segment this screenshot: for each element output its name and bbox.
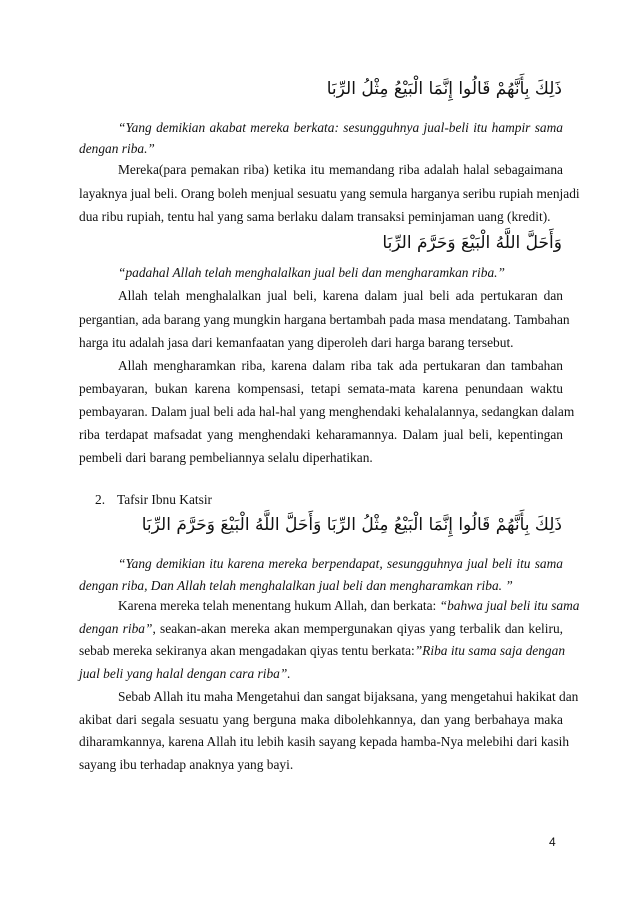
translation-line: dengan riba.”	[79, 141, 155, 156]
paragraph-line: Mereka(para pemakan riba) ketika itu memandang riba adalah halal sebagaimana	[118, 162, 563, 177]
translation-line: “Yang demikian akabat mereka berkata: sesungguhnya jual-beli itu hampir sama	[118, 120, 563, 135]
translation-line: “Yang demikian itu karena mereka berpendapat, sesungguhnya jual beli itu sama	[118, 556, 563, 571]
arabic-verse-2: وَأَحَلَّ اللَّهُ الْبَيْعَ وَحَرَّمَ الرِّبَا	[382, 233, 562, 253]
paragraph-line: sayang ibu terhadap anaknya yang bayi.	[79, 757, 294, 772]
paragraph-line: Sebab Allah itu maha Mengetahui dan sangat bijaksana, yang mengetahui hakikat dan	[118, 689, 579, 704]
paragraph-line: jual beli yang halal dengan cara riba”.	[79, 666, 291, 681]
paragraph-line: pembayaran. Dalam jual beli ada hal-hal yang menghendaki kehalalannya, sedangkan dalam	[79, 404, 575, 419]
paragraph-line: sebab mereka sekiranya akan mengadakan qiyas tentu berkata:”Riba itu sama saja dengan	[79, 643, 566, 658]
paragraph-line: harga itu adalah jasa dari kemanfaatan yang diperoleh dari harga barang tersebut.	[79, 335, 514, 350]
paragraph-line: pergantian, ada barang yang mungkin hargana bertambah pada masa mendatang. Tambahan	[79, 312, 570, 327]
arabic-verse-3: ذَلِكَ بِأَنَّهُمْ قَالُوا إِنَّمَا الْبَيْعُ مِثْلُ الرِّبَا وَأَحَلَّ اللَّهُ الْبَيْعَ وَحَرَّمَ الرِّبَا	[141, 515, 562, 535]
paragraph-line: dengan riba”, seakan-akan mereka akan mempergunakan qiyas yang terbalik dan keliru,	[79, 621, 563, 636]
quoted-phrase: “bahwa jual beli itu sama	[439, 598, 580, 613]
section-heading	[95, 492, 212, 508]
paragraph-line: diharamkannya, karena Allah itu lebih kasih sayang kepada hamba-Nya melebihi dari kasih	[79, 734, 570, 749]
quoted-phrase: dengan riba”	[79, 621, 153, 636]
paragraph-line: riba terdapat mafsadat yang menghendaki keharamannya. Dalam jual beli, kepentingan	[79, 427, 563, 442]
paragraph-line: Allah telah menghalalkan jual beli, karena dalam jual beli ada pertukaran dan	[118, 288, 563, 303]
paragraph-line: pembayaran, bukan karena kompensasi, tetapi semata-mata karena penundaan waktu	[79, 381, 563, 396]
page-number: 4	[549, 835, 556, 849]
quoted-phrase: ”Riba itu sama saja dengan	[414, 643, 566, 658]
paragraph-line: Allah mengharamkan riba, karena dalam riba tak ada pertukaran dan tambahan	[118, 358, 563, 373]
paragraph-line: Karena mereka telah menentang hukum Allah, dan berkata: “bahwa jual beli itu sama	[118, 598, 580, 613]
translation-line: dengan riba, Dan Allah telah menghalalkan jual beli dan mengharamkan riba. ”	[79, 578, 513, 593]
translation-line: “padahal Allah telah menghalalkan jual beli dan mengharamkan riba.”	[118, 265, 505, 280]
list-text: Tafsir Ibnu Katsir	[117, 492, 213, 507]
paragraph-line: akibat dari segala sesuatu yang berguna maka dibolehkannya, dan yang berbahaya maka	[79, 712, 563, 727]
paragraph-line: pembeli dari barang pembeliannya selalu diperhatikan.	[79, 450, 373, 465]
arabic-verse-1: ذَلِكَ بِأَنَّهُمْ قَالُوا إِنَّمَا الْبَيْعُ مِثْلُ الرِّبَا	[326, 79, 562, 99]
list-number: 2.	[95, 492, 106, 507]
paragraph-line: layaknya jual beli. Orang boleh menjual sesuatu yang semula harganya seribu rupiah menjadi	[79, 186, 580, 201]
paragraph-line: dua ribu rupiah, tentu hal yang sama berlaku dalam transaksi peminjaman uang (kredit).	[79, 209, 551, 224]
